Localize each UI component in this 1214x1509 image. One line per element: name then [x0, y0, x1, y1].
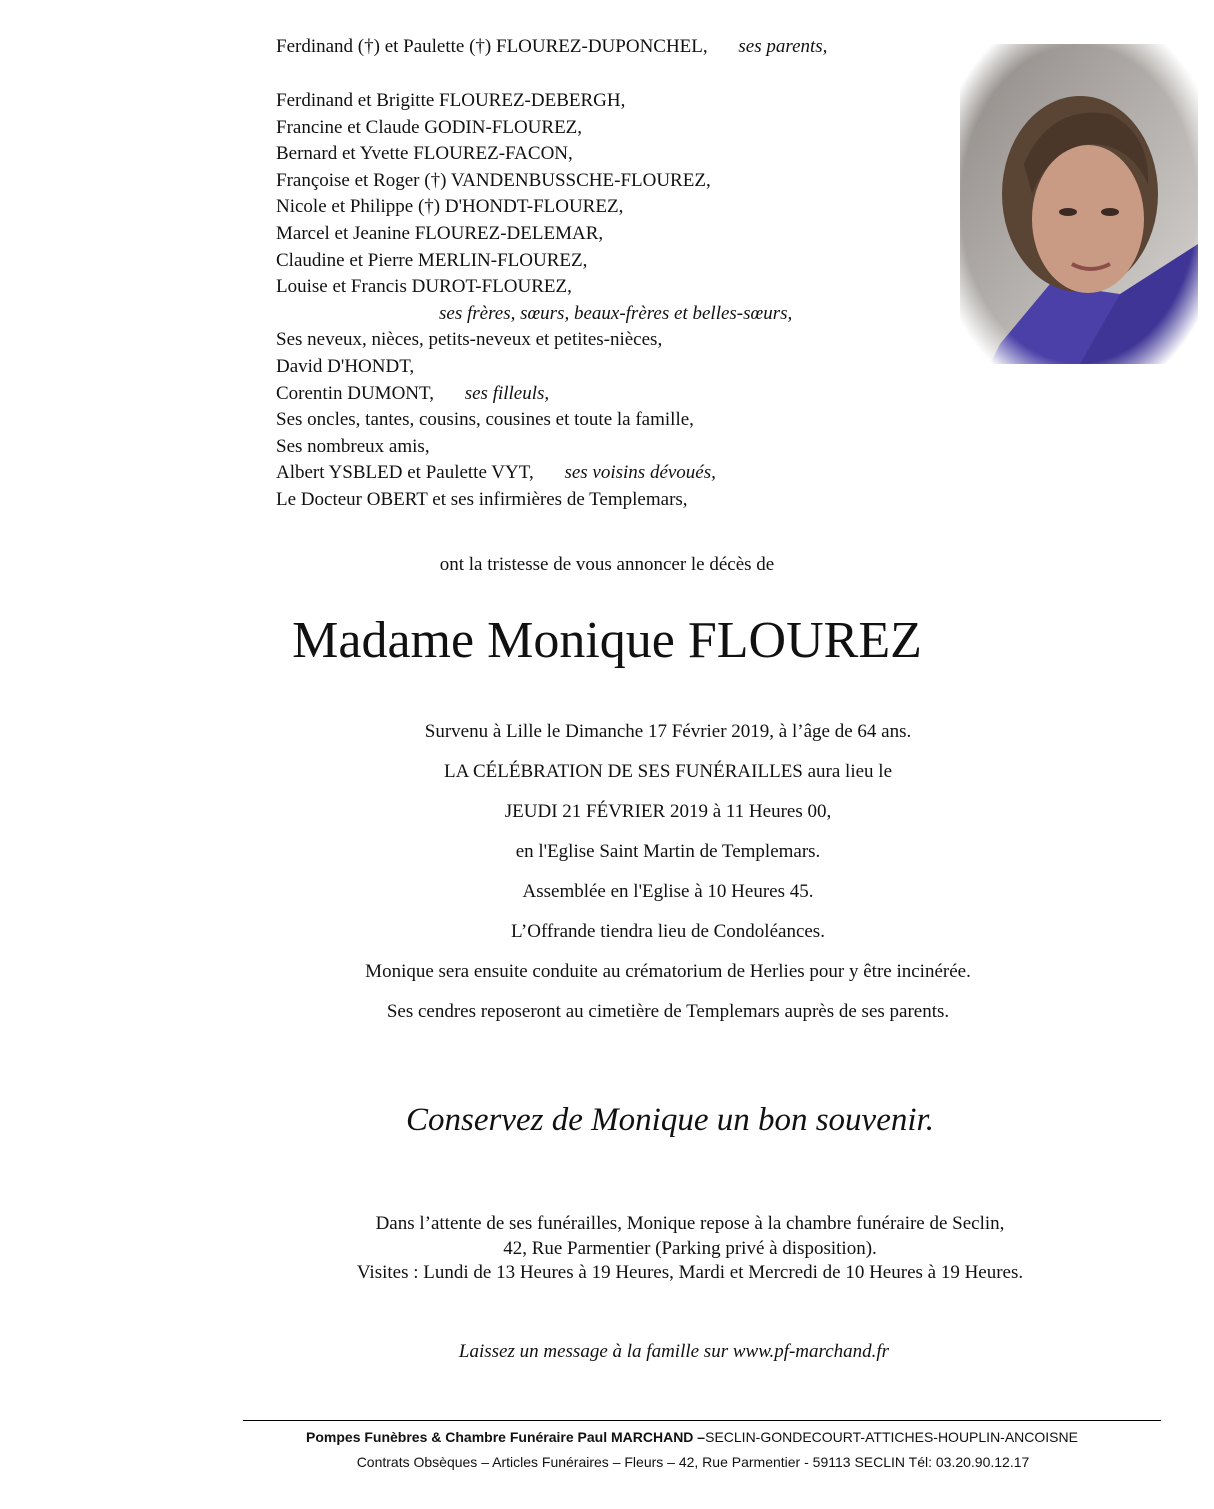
- footer-line-1: [0, 1429, 1214, 1445]
- family-list: [276, 88, 792, 514]
- godchild-line: David D'HONDT,: [276, 355, 415, 377]
- nephews-line: Ses neveux, nièces, petits-neveux et petites-nièces,: [276, 329, 663, 351]
- sibling-item: Louise et Francis DUROT-FLOUREZ,: [276, 276, 572, 298]
- parents-line: [276, 34, 827, 61]
- sibling-item: Ferdinand et Brigitte FLOUREZ-DEBERGH,: [276, 90, 626, 111]
- footer-company: Pompes Funèbres & Chambre Funéraire Paul MARCHAND –: [306, 1429, 706, 1445]
- detail-line: Survenu à Lille le Dimanche 17 Février 2019, à l’âge de 64 ans.: [424, 721, 912, 742]
- footer-line-2: Contrats Obsèques – Articles Funéraires – Fleurs – 42, Rue Parmentier - 59113 SECLIN Tél: 03.20.90.12.17: [356, 1454, 1030, 1470]
- godchild-name: Corentin DUMONT,: [276, 382, 434, 404]
- ceremony-details: [0, 721, 1214, 1041]
- detail-line: L’Offrande tiendra lieu de Condoléances.: [511, 921, 825, 942]
- visit-line: 42, Rue Parmentier (Parking privé à disposition).: [503, 1237, 877, 1259]
- visit-info: [0, 1212, 1214, 1286]
- neighbors-names: Albert YSBLED et Paulette VYT,: [276, 462, 534, 484]
- detail-line: en l'Eglise Saint Martin de Templemars.: [515, 841, 821, 862]
- neighbors-line: [276, 460, 792, 487]
- detail-line: LA CÉLÉBRATION DE SES FUNÉRAILLES aura lieu le: [443, 761, 893, 782]
- parents-role: ses parents,: [738, 36, 828, 57]
- sibling-item: Nicole et Philippe (†) D'HONDT-FLOUREZ,: [276, 196, 624, 218]
- friends-line: Ses nombreux amis,: [276, 435, 430, 457]
- neighbors-role: ses voisins dévoués,: [564, 462, 716, 484]
- sibling-item: Francine et Claude GODIN-FLOUREZ,: [276, 116, 583, 138]
- guestbook-message: Laissez un message à la famille sur www.pf-marchand.fr: [458, 1341, 890, 1362]
- doctor-line: Le Docteur OBERT et ses infirmières de Templemars,: [276, 488, 688, 510]
- memory-phrase: Conservez de Monique un bon souvenir.: [406, 1102, 934, 1138]
- sibling-item: Marcel et Jeanine FLOUREZ-DELEMAR,: [276, 222, 604, 244]
- relatives-line: Ses oncles, tantes, cousins, cousines et toute la famille,: [276, 409, 694, 431]
- visit-line: Visites : Lundi de 13 Heures à 19 Heures, Mardi et Mercredi de 10 Heures à 19 Heures.: [356, 1262, 1024, 1283]
- detail-line: Assemblée en l'Eglise à 10 Heures 45.: [522, 881, 814, 902]
- parents-names: Ferdinand (†) et Paulette (†) FLOUREZ-DUPONCHEL,: [276, 36, 708, 57]
- footer-divider: [243, 1420, 1161, 1421]
- godchild-line: [276, 381, 792, 408]
- sibling-item: Bernard et Yvette FLOUREZ-FACON,: [276, 143, 573, 165]
- siblings-role: ses frères, sœurs, beaux-frères et belles-sœurs,: [439, 302, 793, 324]
- detail-line: Monique sera ensuite conduite au crématorium de Herlies pour y être incinérée.: [365, 961, 971, 982]
- portrait-illustration: [960, 44, 1198, 364]
- detail-line: Ses cendres reposeront au cimetière de Templemars auprès de ses parents.: [386, 1001, 950, 1022]
- portrait-photo: [960, 44, 1198, 364]
- godchildren-role: ses filleuls,: [464, 382, 550, 404]
- sibling-item: Claudine et Pierre MERLIN-FLOUREZ,: [276, 249, 588, 271]
- announcement-text: ont la tristesse de vous annoncer le décès de: [439, 554, 775, 575]
- visit-line: Dans l’attente de ses funérailles, Monique repose à la chambre funéraire de Seclin,: [375, 1213, 1005, 1234]
- footer-locations: SECLIN-GONDECOURT-ATTICHES-HOUPLIN-ANCOISNE: [705, 1429, 1078, 1445]
- deceased-name: Madame Monique FLOUREZ: [292, 612, 922, 669]
- sibling-item: Françoise et Roger (†) VANDENBUSSCHE-FLOUREZ,: [276, 169, 711, 191]
- detail-line: JEUDI 21 FÉVRIER 2019 à 11 Heures 00,: [504, 801, 832, 822]
